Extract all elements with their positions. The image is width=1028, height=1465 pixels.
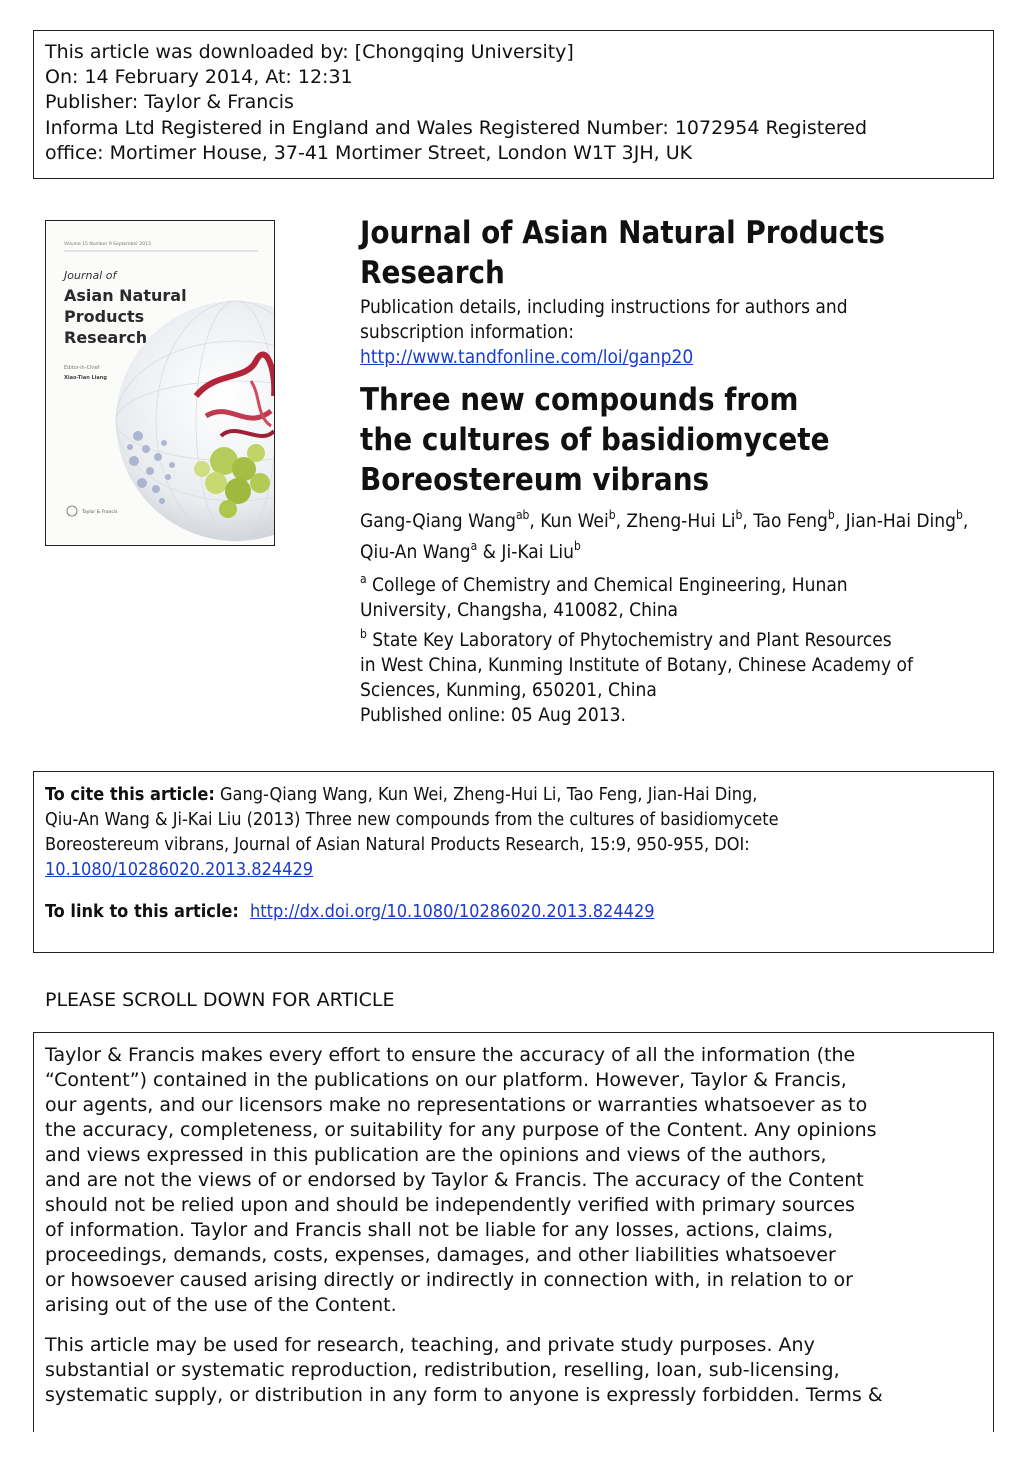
journal-title-line: Research [360,255,505,291]
author-affil-mark: b [955,508,963,522]
cite-text-line: Gang-Qiang Wang, Kun Wei, Zheng-Hui Li, Tao Feng, Jian-Hai Ding, [214,784,758,805]
publication-details-line: Publication details, including instructions for authors and [360,296,848,318]
cite-text-line: Boreostereum vibrans, Journal of Asian Natural Products Research, 15:9, 950-955, DOI: [45,834,750,855]
disclaimer-line: of information. Taylor and Francis shall not be liable for any losses, actions, claims, [45,1219,834,1241]
cover-journal-line4: Research [64,328,148,347]
publication-details-line: subscription information: [360,321,575,343]
disclaimer-box [33,1032,994,1432]
author-separator: , [615,510,627,532]
author-list [360,506,1000,568]
article-title-line: Three new compounds from [360,382,799,418]
article-title-line: the cultures of basidiomycete [360,422,830,458]
download-notice-box [33,30,994,179]
affiliation-line: State Key Laboratory of Phytochemistry and Plant Resources [366,629,892,651]
cover-journal-line3: Products [64,307,145,326]
author-separator: , [962,510,969,532]
affiliation-line: College of Chemistry and Chemical Engineering, Hunan [366,574,848,596]
doi-link[interactable]: 10.1080/10286020.2013.824429 [45,859,314,880]
cover-publisher-logo: Taylor & Francis [82,510,118,515]
disclaimer-line: or howsoever caused arising directly or indirectly in connection with, in relation to or [45,1269,853,1291]
published-online-date: Published online: 05 Aug 2013. [360,704,626,726]
author-name: Gang-Qiang Wang [360,510,516,532]
article-title [360,380,1000,500]
disclaimer-paragraph-2 [45,1333,982,1408]
author-affil-mark: a [470,539,478,553]
affiliation-b [360,628,1000,728]
article-header [360,213,1000,728]
author-separator: , [834,510,846,532]
author-separator: , [742,510,754,532]
download-line: This article was downloaded by: [Chongqing University] [45,41,574,63]
download-line: Publisher: Taylor & Francis [45,91,294,114]
author-affil-mark: b [735,508,743,522]
disclaimer-line: Taylor & Francis makes every effort to ensure the accuracy of all the information (the [45,1044,856,1066]
disclaimer-line: and views expressed in this publication are the opinions and views of the authors, [45,1144,827,1166]
disclaimer-line: and are not the views of or endorsed by Taylor & Francis. The accuracy of the Content [45,1169,864,1191]
disclaimer-line: should not be relied upon and should be independently verified with primary sources [45,1194,855,1216]
author-name: Kun Wei [540,510,609,532]
journal-url-link[interactable]: http://www.tandfonline.com/loi/ganp20 [360,346,694,368]
affiliation-line: in West China, Kunming Institute of Botany, Chinese Academy of [360,654,913,676]
article-doi-url-link[interactable]: http://dx.doi.org/10.1080/10286020.2013.824429 [250,901,655,922]
scroll-down-notice: PLEASE SCROLL DOWN FOR ARTICLE [45,989,395,1011]
cover-editor-label: Editor-in-Chief [64,365,100,371]
publication-details [360,295,1000,370]
disclaimer-line: “Content”) contained in the publications on our platform. However, Taylor & Francis, [45,1069,847,1091]
author-separator: & [477,541,502,563]
journal-title [360,213,1000,293]
cover-editor-name: Xiao-Tian Liang [64,375,107,381]
disclaimer-line: the accuracy, completeness, or suitability for any purpose of the Content. Any opinions [45,1119,877,1141]
download-line: On: 14 February 2014, At: 12:31 [45,66,353,89]
author-affil-mark: b [574,539,581,553]
disclaimer-line: proceedings, demands, costs, expenses, damages, and other liabilities whatsoever [45,1244,836,1266]
author-name: Ji-Kai Liu [501,541,575,563]
cite-label: To cite this article: [45,784,215,805]
link-label: To link to this article: [45,901,239,922]
journal-cover-image [45,220,275,546]
author-name: Tao Feng [753,510,828,532]
cover-journal-line2: Asian Natural [64,286,187,305]
author-affil-mark: b [608,508,616,522]
affiliation-mark: b [360,627,367,641]
article-title-line: Boreostereum vibrans [360,462,710,498]
cover-top-line: Volume 15 Number 9 September 2013 [64,242,151,247]
author-name: Zheng-Hui Li [626,510,736,532]
cover-journal-line1: Journal of [64,269,117,282]
affiliation-mark: a [360,572,367,586]
affiliation-a [360,573,1000,623]
author-affil-mark: ab [515,508,530,522]
author-affil-mark: b [827,508,835,522]
author-separator: , [529,510,541,532]
affiliation-line: University, Changsha, 410082, China [360,599,679,621]
disclaimer-line: systematic supply, or distribution in any form to anyone is expressly forbidden. Terms & [45,1384,883,1406]
citation-box [33,771,994,953]
disclaimer-paragraph-1 [45,1043,982,1318]
disclaimer-line: our agents, and our licensors make no representations or warranties whatsoever as to [45,1094,868,1116]
disclaimer-line: substantial or systematic reproduction, redistribution, reselling, loan, sub-licensing, [45,1359,840,1381]
disclaimer-line: arising out of the use of the Content. [45,1294,397,1316]
journal-title-line: Journal of Asian Natural Products [360,215,886,251]
cover-art [46,221,274,545]
cite-text-line: Qiu-An Wang & Ji-Kai Liu (2013) Three new compounds from the cultures of basidiomycete [45,809,779,830]
download-line: office: Mortimer House, 37-41 Mortimer Street, London W1T 3JH, UK [45,141,693,164]
author-name: Qiu-An Wang [360,541,471,563]
affiliation-line: Sciences, Kunming, 650201, China [360,679,657,701]
download-line: Informa Ltd Registered in England and Wales Registered Number: 1072954 Registered [45,116,868,139]
author-name: Jian-Hai Ding [845,510,956,532]
disclaimer-line: This article may be used for research, teaching, and private study purposes. Any [45,1334,815,1356]
